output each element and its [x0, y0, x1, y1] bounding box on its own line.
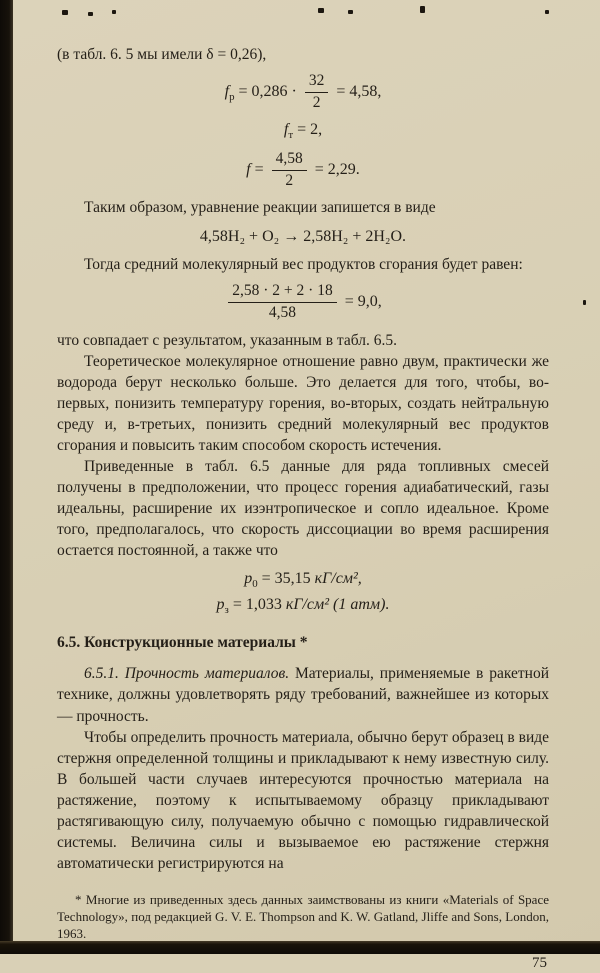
eq-f-result: = 2,29. — [310, 161, 360, 178]
scan-speck — [318, 8, 324, 13]
paragraph-reaction-intro — [57, 197, 549, 218]
paragraph-theory-text: Теоретическое молекулярное отношение равно двум, практически же водорода берут несколько больше. Это делается для того, чтобы, во-первых, понизить температуру горения, во-вторых, создать нейтральную среду и, в-третьих, понизить средний молекулярный вес продуктов сгорания и повысить таким способом скорость истечения. — [57, 352, 549, 454]
eq-p3-mid: = 1,033 — [228, 596, 286, 614]
eq-fp-result: = 4,58, — [332, 82, 382, 100]
section-heading-text: 6.5. Конструкционные материалы * — [57, 634, 308, 652]
paragraph-avg-weight — [57, 254, 549, 275]
scan-speck — [62, 10, 68, 15]
eq-fp-var: f — [224, 82, 230, 100]
equation-ft — [57, 119, 549, 143]
scan-speck — [545, 10, 549, 14]
eq-f-var: f — [246, 161, 251, 178]
eq-avg-numerator: 2,58 · 2 + 2 · 18 — [228, 282, 336, 303]
paragraph-coincide-text: что совпадает с результатом, указанным в табл. 6.5. — [57, 331, 397, 349]
eq-p0-mid: = 35,15 — [257, 570, 315, 588]
equation-reaction — [57, 226, 549, 248]
scan-speck — [112, 10, 116, 14]
equation-p0 — [57, 568, 549, 592]
eq-ft-result: = 2, — [293, 121, 323, 139]
section-heading — [57, 632, 549, 653]
eq-f-denominator: 2 — [285, 171, 294, 189]
page-text-block — [57, 44, 549, 973]
paragraph-reaction-intro-text: Таким образом, уравнение реакции запишется в виде — [84, 199, 436, 217]
eq-fp-mid: = 0,286 · — [234, 82, 301, 100]
eq-avg-fraction — [228, 282, 336, 322]
eq-avg-denominator: 4,58 — [268, 303, 297, 321]
equation-f — [57, 150, 549, 190]
intro-line — [57, 44, 549, 65]
footnote — [57, 892, 549, 943]
eq-avg-result: = 9,0, — [340, 293, 382, 311]
intro-line-text: (в табл. 6. 5 мы имели δ = 0,26), — [57, 46, 267, 63]
paragraph-materials-text: Материалы, применяемые в ракетной технике, должны удовлетворять ряду требований, важнейшее из которых — прочность. — [57, 665, 549, 725]
eq-p3-sub: з — [224, 604, 229, 617]
eq-ft-sub: т — [288, 129, 294, 142]
paragraph-avg-weight-text: Тогда средний молекулярный вес продуктов сгорания будет равен: — [84, 256, 523, 274]
scan-speck — [420, 6, 425, 13]
eq-p3-unit: кГ/см² (1 атм). — [285, 596, 390, 614]
page-number — [57, 953, 549, 973]
page-number-text: 75 — [532, 954, 547, 971]
eq-p0-sub: 0 — [252, 578, 258, 591]
paragraph-coincide — [57, 330, 549, 351]
scan-speck — [88, 12, 93, 16]
scan-speck — [348, 10, 353, 14]
eq-f-fraction — [272, 150, 307, 190]
paragraph-subsection — [57, 663, 549, 726]
eq-p0-var: p — [244, 570, 253, 588]
eq-ft-var: f — [283, 121, 289, 139]
eq-fp-denominator: 2 — [312, 93, 321, 111]
eq-p3-var: p — [216, 596, 225, 614]
paragraph-assumptions — [57, 456, 549, 561]
eq-p0-unit: кГ/см², — [314, 570, 362, 588]
scan-edge-left — [0, 0, 13, 954]
eq-fp-sub: р — [229, 91, 235, 104]
equation-p3 — [57, 594, 549, 618]
equation-fp — [57, 72, 549, 112]
equation-reaction-text: 4,58H₂ + O₂ → 2,58H₂ + 2H₂O. — [199, 227, 407, 245]
paragraph-assumptions-text: Приведенные в табл. 6.5 данные для ряда топливных смесей получены в предположении, что процесс горения адиабатический, газы идеальны, расширение их изэнтропическое и сопло идеальное. Кроме того, предполагалось, что скорость диссоциации во время расширения остается постоянной, а также что — [57, 457, 549, 560]
scan-speck — [583, 300, 586, 305]
paragraph-strength — [57, 727, 549, 875]
paragraph-strength-text: Чтобы определить прочность материала, обычно берут образец в виде стержня определенной толщины и прикладывают к нему известную силу. В большей части случаев интересуются прочностью материала на растяжение, поэтому к испытываемому образцу прикладывают растягивающую силу, получаемую обычно с помощью гидравлической системы. Величина силы и вызываемое ею растяжение стержня автоматически регистрируются на — [57, 728, 549, 873]
footnote-text: * Многие из приведенных здесь данных заимствованы из книги «Materials of Space Technology», под редакцией G. V. E. Thompson and K. W. Gatland, Jliffe and Sons, London, 1963. — [57, 892, 549, 941]
equation-avg — [57, 282, 549, 322]
eq-f-mid: = — [250, 161, 268, 178]
eq-f-numerator: 4,58 — [272, 150, 307, 171]
eq-fp-fraction — [305, 72, 329, 112]
subsection-title: 6.5.1. Прочность материалов. — [84, 665, 290, 683]
paragraph-theory — [57, 351, 549, 456]
eq-fp-numerator: 32 — [305, 72, 329, 93]
